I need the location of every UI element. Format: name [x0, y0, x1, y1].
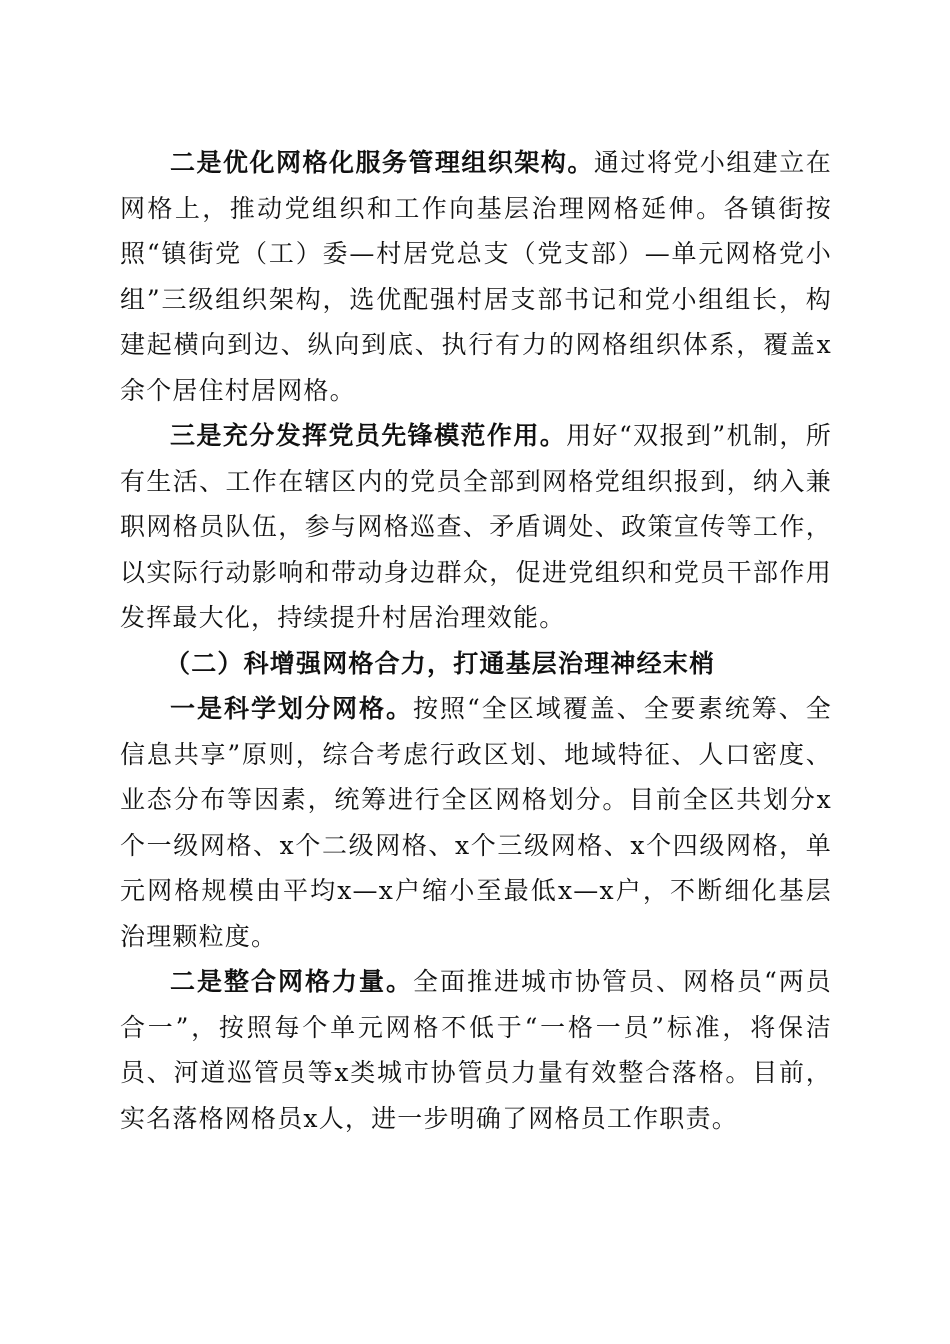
- paragraph-lead: 二是优化网格化服务管理组织架构。: [170, 148, 594, 177]
- paragraph-text: 全面推进城市协管员、网格员“两员合一”，按照每个单元网格不低于“一格一员”标准，将保洁员、河道巡管员等x类城市协管员力量有效整合落格。目前，实名落格网格员x人，进一步明确了网格员工作职责。: [120, 967, 832, 1133]
- paragraph-text: 通过将党小组建立在网格上，推动党组织和工作向基层治理网格延伸。各镇街按照“镇街党（工）委—村居党总支（党支部）—单元网格党小组”三级组织架构，选优配强村居支部书记和党小组组长，构建起横向到边、纵向到底、执行有力的网格组织体系，覆盖x余个居住村居网格。: [120, 148, 832, 405]
- paragraph-grid-forces: [120, 959, 832, 1141]
- paragraph-lead: 二是整合网格力量。: [170, 967, 414, 996]
- document-body: [120, 140, 832, 1141]
- paragraph-lead: 三是充分发挥党员先锋模范作用。: [170, 421, 567, 450]
- section-heading: （二）科增强网格合力，打通基层治理神经末梢: [165, 648, 716, 678]
- paragraph-text: 按照“全区域覆盖、全要素统筹、全信息共享”原则，综合考虑行政区划、地域特征、人口密度、业态分布等因素，统筹进行全区网格划分。目前全区共划分x个一级网格、x个二级网格、x个三级网格、x个四级网格，单元网格规模由平均x—x户缩小至最低x—x户，不断细化基层治理颗粒度。: [120, 694, 832, 951]
- paragraph-party-member-role: [120, 413, 832, 641]
- paragraph-organization-structure: [120, 140, 832, 413]
- paragraph-grid-division: [120, 686, 832, 959]
- paragraph-text: 用好“双报到”机制，所有生活、工作在辖区内的党员全部到网格党组织报到，纳入兼职网格员队伍，参与网格巡查、矛盾调处、政策宣传等工作，以实际行动影响和带动身边群众，促进党组织和党员干部作用发挥最大化，持续提升村居治理效能。: [120, 421, 832, 632]
- paragraph-lead: 一是科学划分网格。: [170, 694, 414, 723]
